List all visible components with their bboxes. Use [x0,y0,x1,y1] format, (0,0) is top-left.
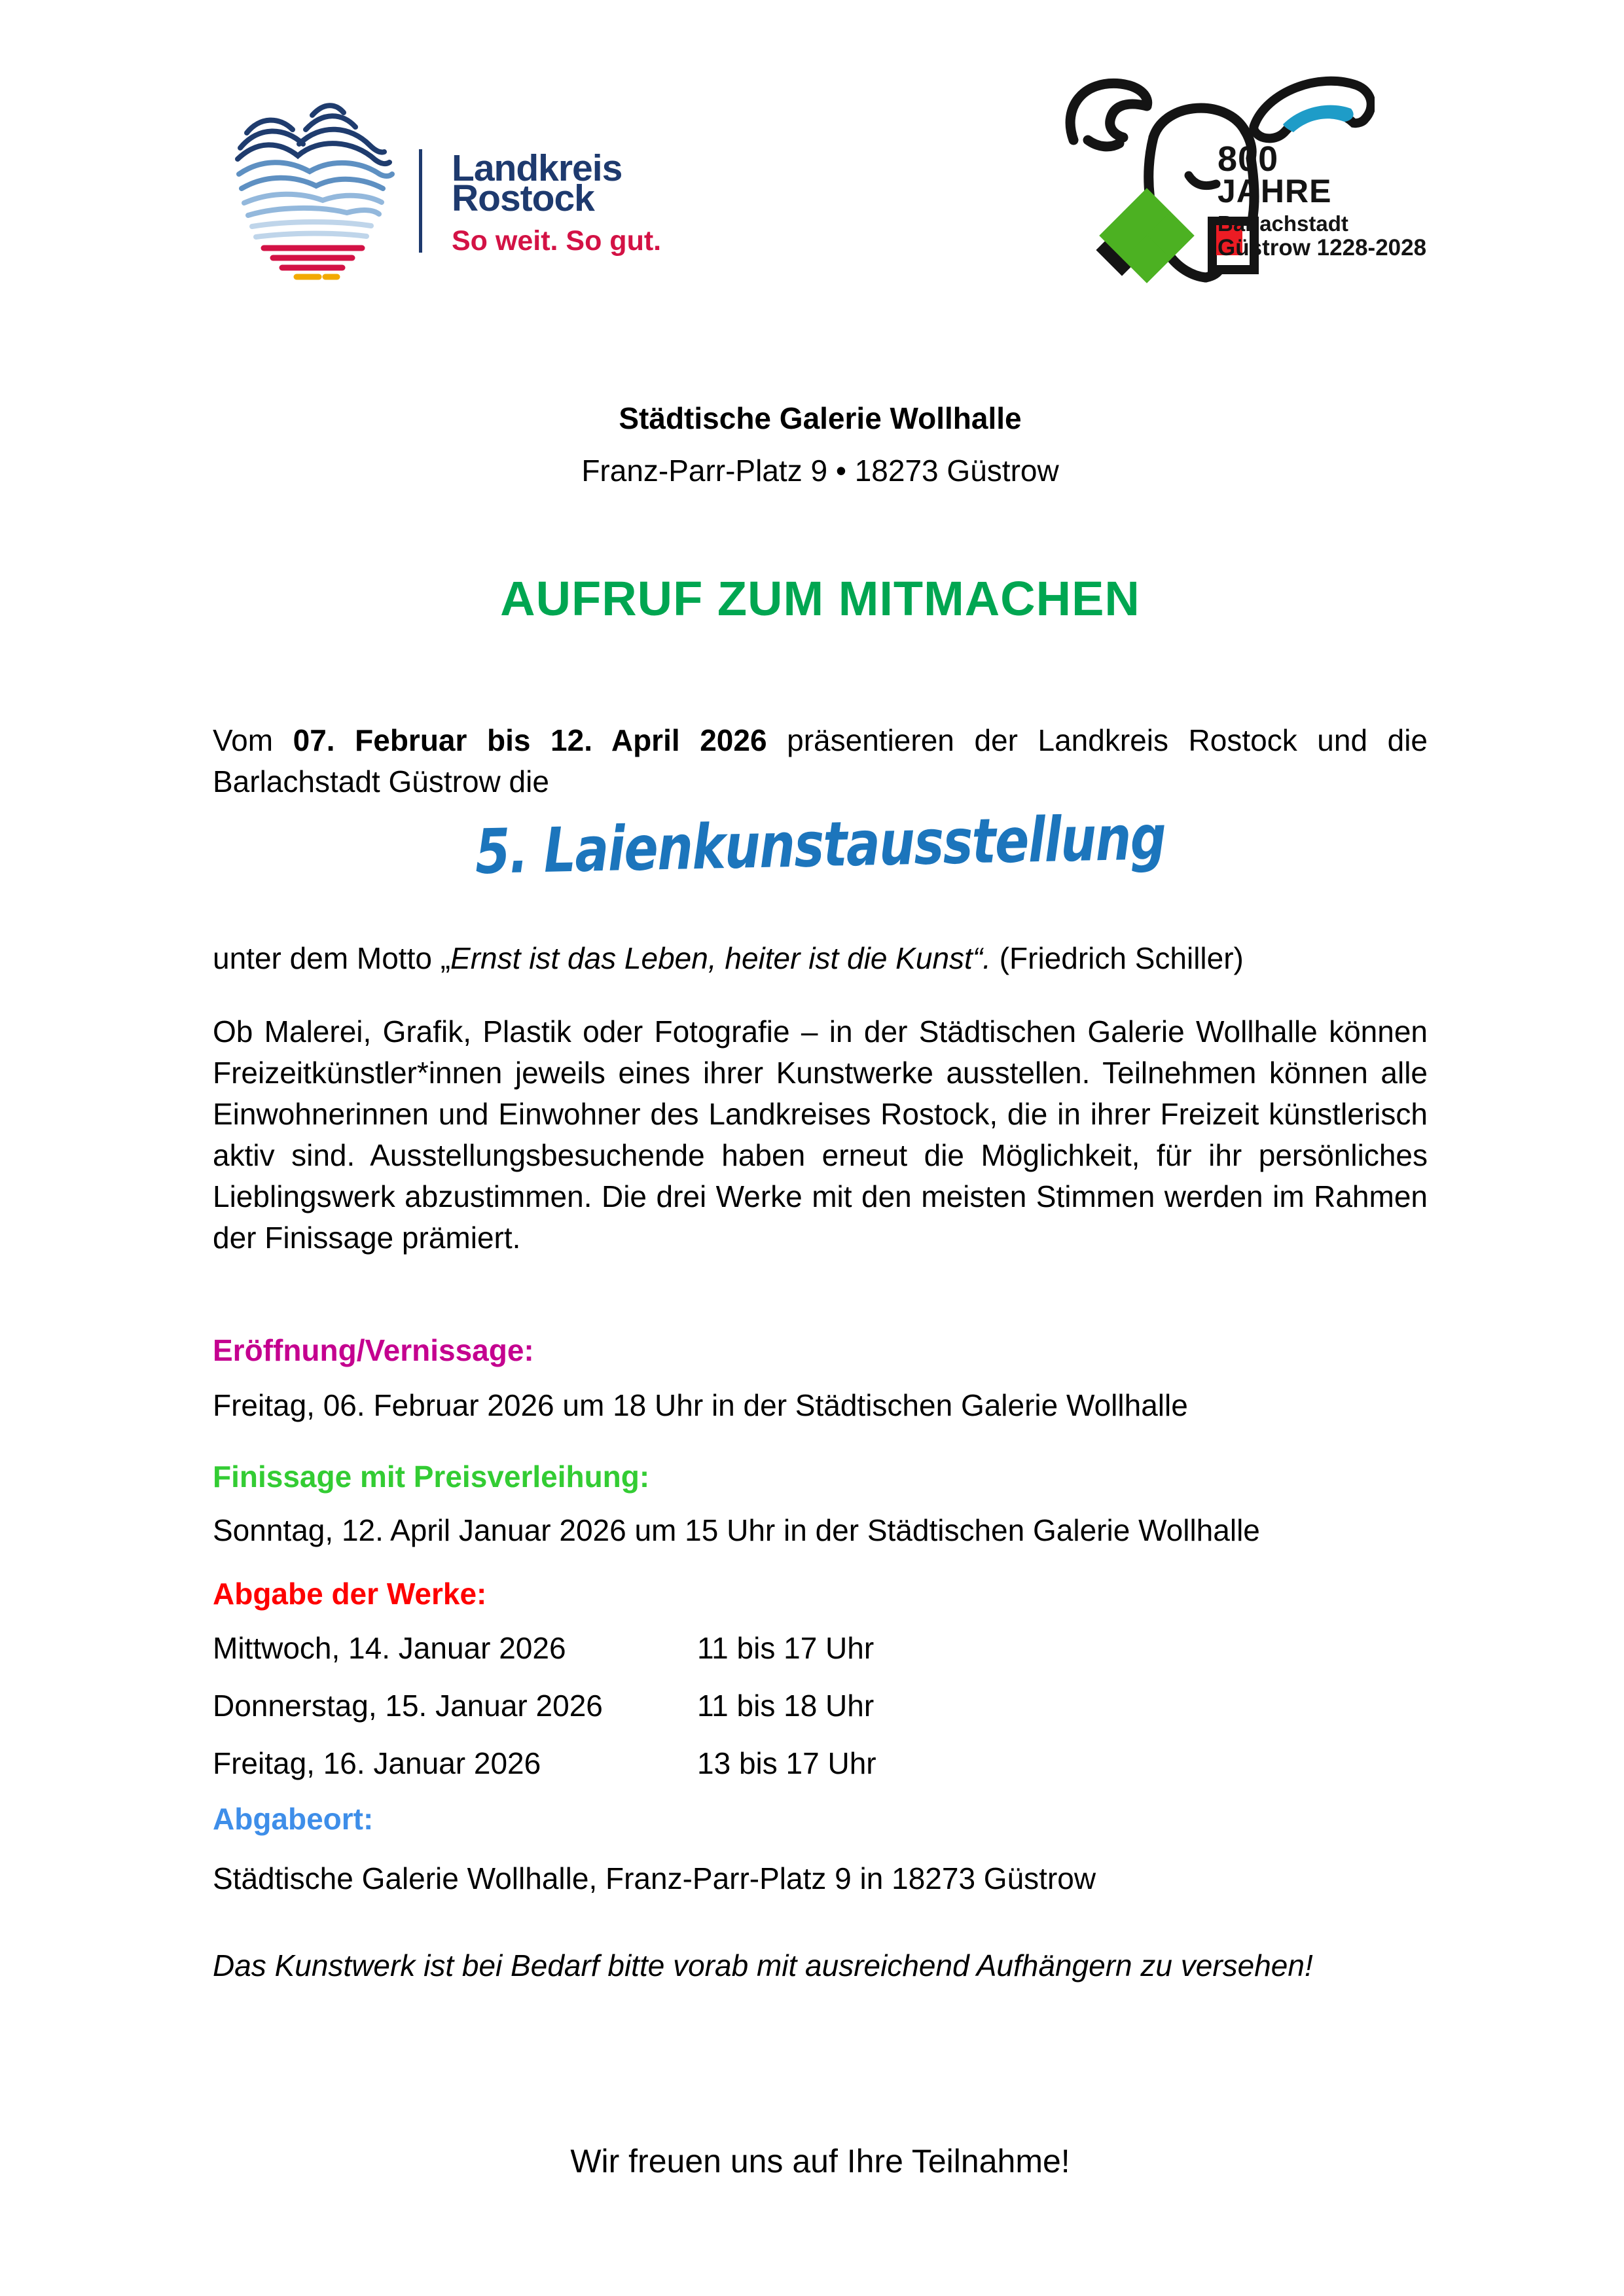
finissage-text: Sonntag, 12. April Januar 2026 um 15 Uhr in der Städtischen Galerie Wollhalle [213,1513,1260,1547]
body-line: aktiv sind. Ausstellungsbesuchende haben erneut die Möglichkeit, für ihr persönliches [213,1138,1428,1172]
dropoff-heading: Abgabe der Werke: [213,1577,487,1611]
landkreis-waves-icon [232,97,403,280]
jubilee-800-jahre-logo [1060,60,1466,289]
vernissage-heading: Eröffnung/Vernissage: [213,1333,534,1367]
dropoff-location-heading: Abgabeort: [213,1802,374,1836]
dropoff-time: 13 bis 17 Uhr [697,1746,876,1780]
jubilee-guestrow-years: Güstrow 1228-2028 [1218,235,1427,260]
intro-pre: Vom [213,723,293,757]
motto-quote: Ernst ist das Leben, heiter ist die Kunst“. [450,941,991,975]
jubilee-800: 800 [1218,139,1279,179]
logo-name-line1: Landkreis [452,147,623,189]
motto-pre: unter dem Motto „ [213,941,451,975]
vernissage-text: Freitag, 06. Februar 2026 um 18 Uhr in der Städtischen Galerie Wollhalle [213,1388,1188,1422]
body-line-last: der Finissage prämiert. [213,1221,521,1255]
dropoff-date: Donnerstag, 15. Januar 2026 [213,1689,603,1723]
intro-line2: Barlachstadt Güstrow die [213,764,549,798]
jubilee-barlachstadt: Barlachstadt [1218,211,1348,236]
finissage-heading: Finissage mit Preisverleihung: [213,1460,650,1494]
closing-line: Wir freuen uns auf Ihre Teilnahme! [570,2143,1070,2179]
landkreis-logo-wordmark [452,147,623,219]
jubilee-logo-text [1218,139,1427,260]
gallery-title: Städtische Galerie Wollhalle [619,401,1022,435]
body-line: Freizeitkünstler*innen jeweils eines ihrer Kunstwerke ausstellen. Teilnehmen können alle [213,1056,1428,1090]
dropoff-row [213,1743,1428,1784]
gallery-address: Franz-Parr-Platz 9 • 18273 Güstrow [581,454,1059,488]
dropoff-time: 11 bis 17 Uhr [697,1631,875,1665]
landkreis-logo-slogan: So weit. So gut. [452,225,662,257]
call-headline: AUFRUF ZUM MITMACHEN [500,571,1140,626]
body-line: Ob Malerei, Grafik, Plastik oder Fotografie – in der Städtischen Galerie Wollhalle können [213,1014,1428,1049]
dropoff-time: 11 bis 18 Uhr [697,1689,875,1723]
dropoff-date: Freitag, 16. Januar 2026 [213,1746,541,1780]
dropoff-location-text: Städtische Galerie Wollhalle, Franz-Parr-Platz 9 in 18273 Güstrow [213,1861,1096,1895]
motto-attribution: (Friedrich Schiller) [990,941,1244,975]
intro-rest: präsentieren der Landkreis Rostock und die [767,723,1428,757]
intro-line1 [213,720,1428,761]
motto-line [213,938,1428,979]
logo-name-line2: Rostock [452,177,594,219]
hanging-note: Das Kunstwerk ist bei Bedarf bitte vorab mit ausreichend Aufhängern zu versehen! [213,1948,1313,1982]
body-line: Einwohnerinnen und Einwohner des Landkreises Rostock, die in ihrer Freizeit künstlerisch [213,1097,1428,1131]
exhibition-title-script: 5. Laienkunstausstellung [474,802,1166,889]
dropoff-row [213,1685,1428,1727]
logo-divider [419,149,422,253]
dropoff-schedule [213,1628,1428,1801]
body-line: Lieblingswerk abzustimmen. Die drei Werke mit den meisten Stimmen werden im Rahmen [213,1179,1428,1213]
dropoff-date: Mittwoch, 14. Januar 2026 [213,1631,566,1665]
body-paragraph [213,1011,1428,1259]
intro-paragraph [213,720,1428,802]
intro-date-range: 07. Februar bis 12. April 2026 [293,723,767,757]
landkreis-rostock-logo [232,97,704,280]
jubilee-jahre: JAHRE [1218,173,1332,209]
dropoff-row [213,1628,1428,1669]
